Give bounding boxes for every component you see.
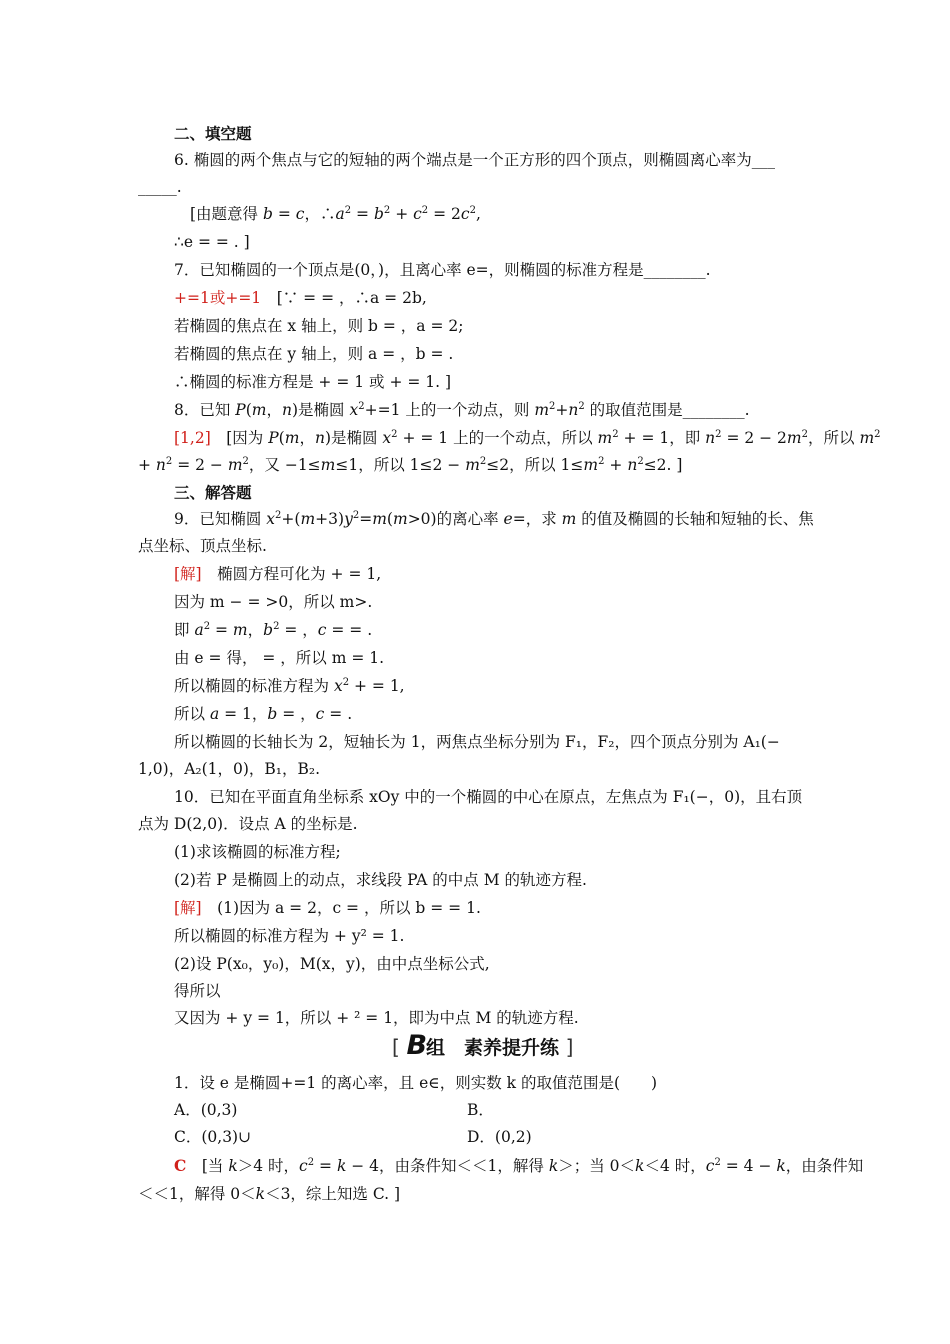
b-question-1-text: 1．设 e 是椭圆+=1 的离心率，且 e∈，则实数 k 的取值范围是( ) [174, 1074, 658, 1092]
question-9-solution-5: 所以椭圆的标准方程为 $x^2$ + = 1, [174, 677, 405, 695]
section-heading-solve: 三、解答题 [174, 483, 252, 502]
question-9-solution-1: [解] 椭圆方程可化为 + = 1, [174, 565, 382, 583]
group-b-letter: B [406, 1030, 427, 1061]
question-6-answer-line-1: [由题意得 b = c，$\therefore a^2 = b^2 + c^2 = 2c^2$, [190, 205, 481, 223]
question-8-text: 8．已知 P(m，n)是椭圆 $x^2+=1$ 上的一个动点，则 $m^2+n^2$ 的取值范围是________. [174, 401, 750, 419]
question-7-text: 7．已知椭圆的一个顶点是(0，)，且离心率 e=，则椭圆的标准方程是________. [174, 261, 711, 279]
question-10-line-2: 点为 D(2,0)．设点 A 的坐标是. [138, 815, 358, 833]
question-9-solution-6: 所以 a = 1，b = ，c = . [174, 705, 353, 723]
section-heading-fill-in: 二、填空题 [174, 124, 252, 143]
question-9-solution-3: 即 $a^2 = m$，$b^2$ = ，c = = . [174, 621, 373, 639]
question-7-answer: +=1或+=1 [174, 289, 262, 307]
question-10-solution-5: 又因为 + y = 1，所以 + ² = 1，即为中点 M 的轨迹方程. [174, 1009, 579, 1027]
question-9-line-2: 点坐标、顶点坐标. [138, 537, 267, 555]
question-9-line-1: 9．已知椭圆 $x^2+(m+3)y^2=m(m>0)$的离心率 e=，求 m 的值及椭圆的长轴和短轴的长、焦 [174, 510, 814, 528]
solution-tag: [解] [174, 565, 202, 583]
question-10-solution-4: 得所以 [174, 982, 221, 1000]
question-10-line-1: 10．已知在平面直角坐标系 xOy 中的一个椭圆的中心在原点，左焦点为 F₁(−，0)，且右顶 [174, 788, 803, 806]
question-10-solution-1: [解] (1)因为 a = 2，c = ，所以 b = = 1. [174, 899, 481, 917]
question-10-part-2: (2)若 P 是椭圆上的动点，求线段 PA 的中点 M 的轨迹方程. [174, 871, 587, 889]
b-question-1-option-b: B． [467, 1101, 494, 1119]
group-b-heading: [ B组 素养提升练 ] [392, 1030, 574, 1061]
question-9-solution-8: 1,0)，A₂(1，0)，B₁，B₂. [138, 760, 321, 778]
question-9-solution-2: 因为 m − = >0，所以 m>. [174, 593, 373, 611]
b-question-1-answer-line-1: C [当 k＞4 时，$c^2 = k - 4$，由条件知＜＜1，解得 k＞；当 0＜k＜4 时，$c^2 = 4 - k$，由条件知 [174, 1156, 864, 1175]
question-7-explanation-4: ∴椭圆的标准方程是 + = 1 或 + = 1. ] [174, 373, 452, 391]
question-10-solution-3: (2)设 P(x₀，y₀)，M(x，y)，由中点坐标公式, [174, 955, 490, 973]
question-7-explanation-2: 若椭圆的焦点在 x 轴上，则 b = ，a = 2; [174, 317, 464, 335]
question-10-solution-2: 所以椭圆的标准方程为 + y² = 1. [174, 927, 405, 945]
question-10-part-1: (1)求该椭圆的标准方程; [174, 843, 341, 861]
b-question-1-answer: C [174, 1156, 187, 1175]
b-question-1-option-a: A．(0,3) [174, 1101, 238, 1119]
question-9-solution-7: 所以椭圆的长轴长为 2，短轴长为 1，两焦点坐标分别为 F₁，F₂，四个顶点分别为 A₁(− [174, 733, 780, 751]
question-8-answer-line-2: + $n^2 = 2 - m^2$，又 −1≤m≤1，所以 $1\le 2 - m^2\le 2$，所以 $1\le m^2 + n^2\le 2$. ] [138, 456, 683, 474]
question-6-answer-line-2: ∴e = = . ] [174, 233, 250, 251]
question-6-line-2: _____. [138, 178, 182, 196]
question-7-answer-line-1: +=1或+=1 [∵ = = ，∴a = 2b, [174, 289, 427, 307]
question-9-solution-4: 由 e = 得， = ，所以 m = 1. [174, 649, 385, 667]
question-8-answer: [1,2] [174, 429, 211, 447]
question-7-explanation-3: 若椭圆的焦点在 y 轴上，则 a = ，b = . [174, 345, 454, 363]
question-6-line-1: 6. 椭圆的两个焦点与它的短轴的两个端点是一个正方形的四个顶点，则椭圆离心率为___ [174, 151, 775, 169]
solution-tag: [解] [174, 899, 202, 917]
b-question-1-option-c: C．(0,3)∪ [174, 1128, 252, 1146]
b-question-1-answer-line-2: ＜＜1，解得 0＜k＜3，综上知选 C. ] [138, 1185, 401, 1203]
question-8-answer-line-1: [1,2] [因为 P(m，n)是椭圆 $x^2$ + = 1 上的一个动点，所以 $m^2$ + = 1，即 $n^2 = 2 - 2m^2$，所以 $m^2$ [174, 429, 881, 447]
b-question-1-option-d: D．(0,2) [467, 1128, 532, 1146]
